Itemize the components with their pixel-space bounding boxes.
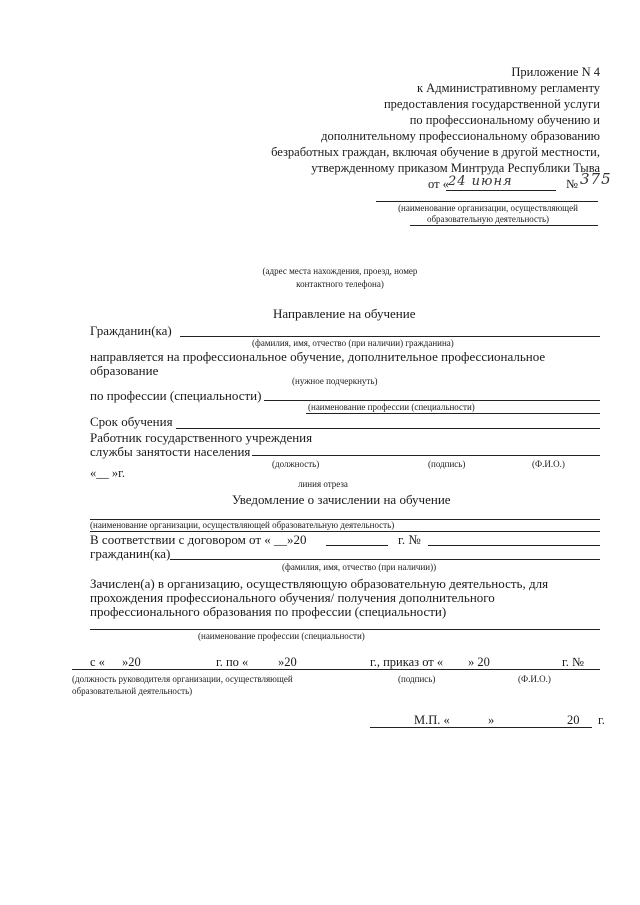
term-field[interactable] [176,428,600,429]
notice-citizen-caption: (фамилия, имя, отчество (при наличии)) [282,562,437,572]
appendix-number: Приложение N 4 [511,65,600,79]
enrolled-line-1: Зачислен(а) в организацию, осуществляющую образовательную деятельность, для [90,576,549,591]
stamp-mid: » [488,713,495,727]
number-prefix: № [566,177,578,191]
order-number: г. № [562,655,584,669]
date-prefix: от « [428,177,449,191]
stamp-g: г. [598,713,605,727]
contract-text: В соответствии с договором от « __»20 [90,532,307,547]
position-caption: (должность) [272,459,320,469]
till-label: г. по « [216,655,249,669]
till-year: »20 [278,655,297,669]
address-caption-1: (адрес места нахождения, проезд, номер [262,266,418,276]
profession-caption: (наименование профессии (специальности) [308,402,475,412]
header-line: к Административному регламенту [416,81,600,95]
contract-year-suffix: г. № [398,532,421,547]
direction-title: Направление на обучение [273,306,416,321]
profession-label: по профессии (специальности) [90,388,262,403]
head-caption-2: образовательной деятельность) [72,686,193,696]
stamp-label: М.П. « [414,713,450,727]
profession-field[interactable] [264,400,600,401]
notice-title: Уведомление о зачислении на обучение [232,492,451,507]
handwritten-date: 24 июня [448,174,513,189]
order-label: г., приказ от « [370,655,444,669]
from-label: с « [90,655,105,669]
org-caption-1: (наименование организации, осуществляющей [398,203,578,213]
header-line: безработных граждан, включая обучение в другой местности, [271,145,600,159]
underline-caption: (нужное подчеркнуть) [292,376,378,386]
header-line: дополнительному профессиональному образованию [321,129,600,143]
contract-number-field[interactable] [428,545,600,546]
worker-line-2: службы занятости населения [90,444,251,459]
sent-text-2: образование [90,363,159,378]
head-name-caption: (Ф.И.О.) [518,674,551,684]
citizen-label: Гражданин(ка) [90,323,172,338]
worker-line-1: Работник государственного учреждения [90,430,313,445]
notice-citizen-field[interactable] [170,559,600,560]
header-line: утвержденному приказом Минтруда Республики Тыва [311,161,600,175]
order-year: » 20 [468,655,490,669]
enrolled-line-2: прохождения профессионального обучения/ получения дополнительного [90,590,495,605]
cut-line-label: линия отреза [298,479,348,489]
header-line: предоставления государственной услуги [383,97,600,111]
head-signature-caption: (подпись) [398,674,436,684]
head-caption-1: (должность руководителя организации, осуществляющей [72,674,293,684]
citizen-caption: (фамилия, имя, отчество (при наличии) гражданина) [252,338,454,348]
from-year: »20 [122,655,141,669]
header-line: по профессиональному обучению и [409,113,600,127]
stamp-year: 20 [567,713,580,727]
sent-text-1: направляется на профессиональное обучение, дополнительное профессиональное [90,349,546,364]
notice-citizen-label: гражданин(ка) [90,546,171,561]
citizen-field[interactable] [180,336,600,337]
date-stub: «__ »г. [90,466,125,480]
notice-profession-field[interactable] [90,629,600,630]
address-caption-2: контактного телефона) [296,279,384,289]
notice-profession-caption: (наименование профессии (специальности) [198,631,365,641]
term-label: Срок обучения [90,414,173,429]
name-caption: (Ф.И.О.) [532,459,565,469]
org-caption-2: образовательную деятельность) [426,214,550,224]
signature-caption: (подпись) [428,459,466,469]
notice-org-caption: (наименование организации, осуществляющей образовательную деятельность) [90,520,395,530]
enrolled-line-3: профессионального образования по профессии (специальности) [90,604,447,619]
handwritten-number: 375 [580,170,612,188]
